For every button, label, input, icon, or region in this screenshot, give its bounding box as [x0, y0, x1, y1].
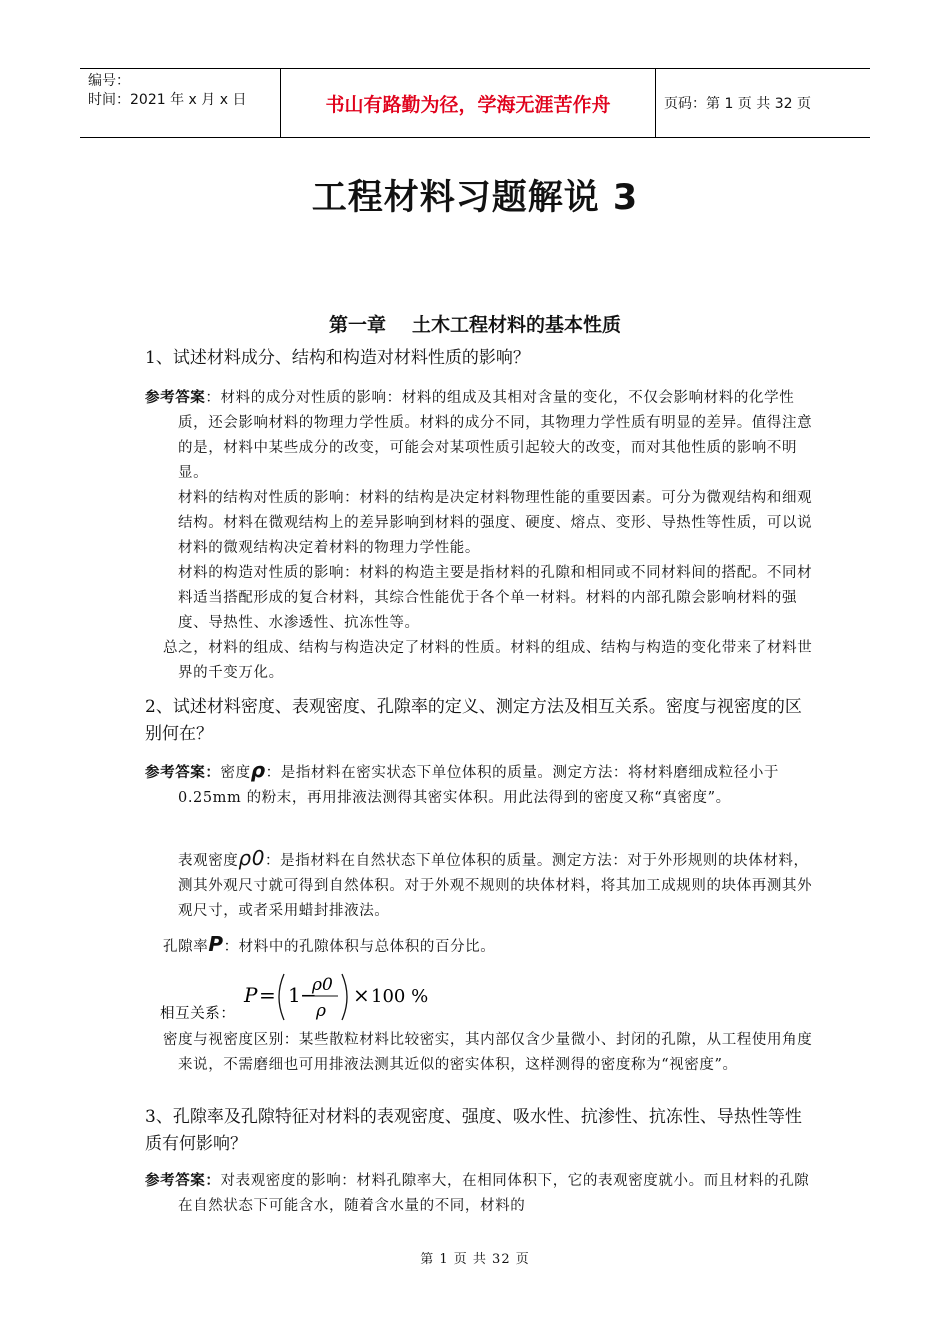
- header-table: [80, 68, 870, 138]
- density-definition: ：是指材料在密实状态下单位体积的质量。测定方法：将材料磨细成粒径小于 0.25mm 的粉末，再用排液法测得其密实体积。用此法得到的密度又称“真密度”。: [178, 765, 780, 806]
- answer-label: 参考答案：: [145, 764, 221, 781]
- code-label: 编号：: [88, 73, 130, 89]
- answer-2-porosity: [145, 932, 813, 960]
- density-term: 密度: [220, 765, 251, 781]
- chapter-heading: [0, 310, 950, 337]
- answer-2-density: [145, 758, 813, 811]
- question-2: 2、试述材料密度、表观密度、孔隙率的定义、测定方法及相互关系。密度与视密度的区别何在？: [145, 697, 802, 744]
- time-label: 时间：2021 年 x 月 x 日: [88, 92, 247, 108]
- answer-1-para-1: [145, 385, 813, 486]
- porosity-term: 孔隙率: [163, 939, 209, 955]
- formula-minus: −: [300, 983, 317, 1007]
- document-title: 工程材料习题解说 3: [311, 178, 639, 218]
- answer-1-para-3: 材料的构造对性质的影响：材料的构造主要是指材料的孔隙和相同或不同材料间的搭配。不同材料适当搭配形成的复合材料，其综合性能优于各个单一材料。材料的内部孔隙会影响材料的强度、导热性、水渗透性、抗冻性等。: [178, 565, 813, 631]
- formula-times: ×: [353, 983, 370, 1007]
- apparent-density-symbol: ρ0: [238, 846, 266, 870]
- answer-1: [145, 385, 813, 686]
- answer-3-para-1: [145, 1168, 813, 1219]
- answer-3: [145, 1168, 813, 1219]
- apparent-density-definition: ：是指材料在自然状态下单位体积的质量。测定方法：对于外形规则的块体材料，测其外观尺寸就可得到自然体积。对于外观不规则的块体材料，将其加工成规则的块体再测其外观尺寸，或者采用蜡封排液法。: [178, 853, 813, 919]
- porosity-definition: ：材料中的孔隙体积与总体积的百分比。: [223, 939, 496, 955]
- answer-2-para-1: [145, 758, 813, 811]
- answer-label-colon: ：: [205, 390, 221, 406]
- answer-2-para-3: [145, 932, 813, 960]
- question-3: 3、孔隙率及孔隙特征对材料的表观密度、强度、吸水性、抗渗性、抗冻性、导热性等性质有何影响？: [145, 1107, 802, 1154]
- formula-one: 1: [288, 983, 301, 1007]
- formula-svg: [160, 968, 580, 1028]
- answer-1-para-4: 总之，材料的组成、结构与构造决定了材料的性质。材料的组成、结构与构造的变化带来了材料世界的千变万化。: [163, 640, 813, 681]
- answer-2-para-2: [145, 846, 813, 924]
- header-info-cell: [80, 69, 281, 137]
- formula-lhs: P: [244, 983, 258, 1007]
- page-footer: 第 1 页 共 32 页: [420, 1252, 530, 1267]
- formula-percent: 100 %: [371, 986, 429, 1007]
- formula-numerator: ρ0: [312, 975, 333, 995]
- apparent-density-term: 表观密度: [178, 853, 239, 869]
- chapter-number: 第一章: [328, 314, 386, 336]
- answer-2-apparent: [145, 846, 813, 924]
- answer-2-para-4: 密度与视密度区别：某些散粒材料比较密实，其内部仅含少量微小、封闭的孔隙，从工程使用角度来说，不需磨细也可用排液法测其近似的密实体积，这样测得的密度称为“视密度”。: [163, 1032, 813, 1073]
- relation-label: 相互关系：: [160, 1006, 236, 1022]
- answer-2-difference: [145, 1028, 813, 1078]
- chapter-name: 土木工程材料的基本性质: [412, 314, 622, 336]
- answer-text: 材料的成分对性质的影响：材料的组成及其相对含量的变化，不仅会影响材料的化学性质，还会影响材料的物理力学性质。材料的成分不同，其物理力学性质有明显的差异。值得注意的是，材料中某些成分的改变，可能会对某项性质引起较大的改变，而对其他性质的影响不明显。: [178, 390, 813, 481]
- answer-text: 对表观密度的影响：材料孔隙率大，在相同体积下，它的表观密度就小。而且材料的孔隙在自然状态下可能含水，随着含水量的不同，材料的: [178, 1173, 810, 1214]
- answer-label: 参考答案：: [145, 1172, 221, 1189]
- formula-equals: =: [259, 983, 276, 1007]
- header-page-info: 页码：第 1 页 共 32 页: [664, 96, 811, 112]
- answer-1-para-2: 材料的结构对性质的影响：材料的结构是决定材料物理性能的重要因素。可分为微观结构和细观结构。材料在微观结构上的差异影响到材料的强度、硬度、熔点、变形、导热性等性质，可以说材料的微观结构决定着材料的物理力学性能。: [178, 490, 813, 556]
- porosity-symbol: P: [208, 932, 224, 956]
- question-1: 1、试述材料成分、结构和构造对材料性质的影响？: [145, 348, 530, 368]
- header-motto: 书山有路勤为径，学海无涯苦作舟: [281, 69, 656, 137]
- left-paren: [279, 974, 284, 1020]
- density-symbol: ρ: [250, 758, 266, 782]
- right-paren: [342, 974, 347, 1020]
- formula-denominator: ρ: [316, 1001, 326, 1021]
- relation-formula: [160, 968, 580, 1028]
- answer-label: 参考答案: [145, 389, 206, 406]
